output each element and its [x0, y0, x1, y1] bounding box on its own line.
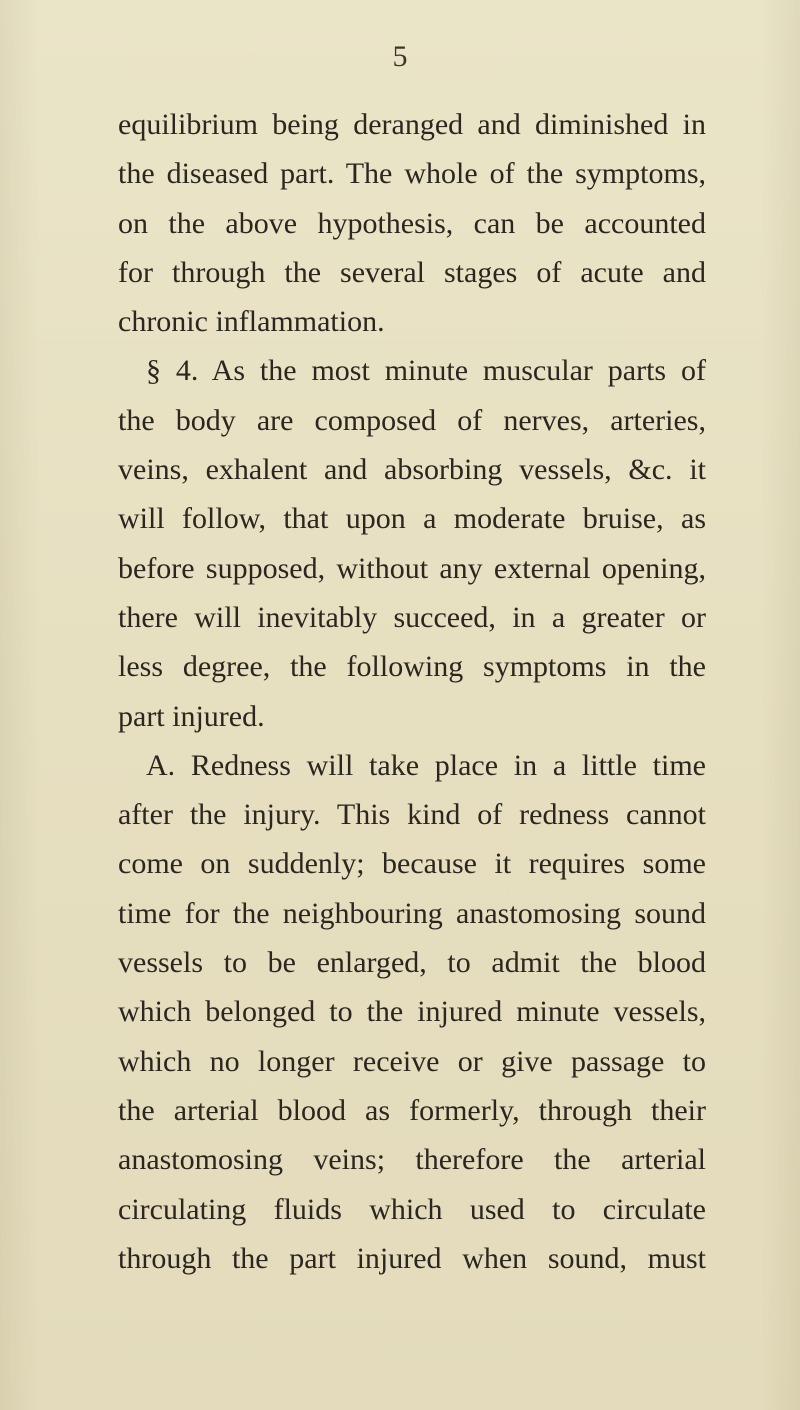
text-line: on the above hypothesis, can be accounted [118, 206, 706, 240]
text-line: the arterial blood as formerly, through their [118, 1093, 706, 1127]
text-line: there will inevitably succeed, in a greater or [118, 600, 706, 634]
text-line: will follow, that upon a moderate bruise, as [118, 502, 706, 536]
text-line: which belonged to the injured minute vessels, [118, 995, 706, 1029]
text-line: chronic inflammation. [118, 305, 385, 339]
text-line: equilibrium being deranged and diminished in [118, 108, 706, 141]
text-line: circulating fluids which used to circulate [118, 1192, 706, 1226]
text-line: anastomosing veins; therefore the arterial [118, 1143, 706, 1177]
text-line: the diseased part. The whole of the symptoms, [118, 157, 706, 191]
text-line: vessels to be enlarged, to admit the blood [118, 946, 706, 980]
text-line: time for the neighbouring anastomosing sound [118, 896, 706, 930]
text-line: after the injury. This kind of redness cannot [118, 798, 706, 832]
text-line: for through the several stages of acute and [118, 255, 706, 289]
paragraph-a-line: A. Redness will take place in a little time [146, 748, 706, 782]
text-line: through the part injured when sound, must [118, 1241, 706, 1275]
text-line: part injured. [118, 699, 265, 733]
text-line: less degree, the following symptoms in the [118, 650, 706, 684]
body-text [118, 100, 706, 1283]
text-line: which no longer receive or give passage to [118, 1044, 706, 1078]
text-line: before supposed, without any external opening, [118, 551, 706, 585]
section-heading-line: § 4. As the most minute muscular parts of [146, 354, 706, 388]
page-number: 5 [392, 40, 408, 73]
text-line: veins, exhalent and absorbing vessels, &c. it [118, 453, 706, 487]
text-line: come on suddenly; because it requires some [118, 847, 706, 881]
text-line: the body are composed of nerves, arteries, [118, 403, 706, 437]
